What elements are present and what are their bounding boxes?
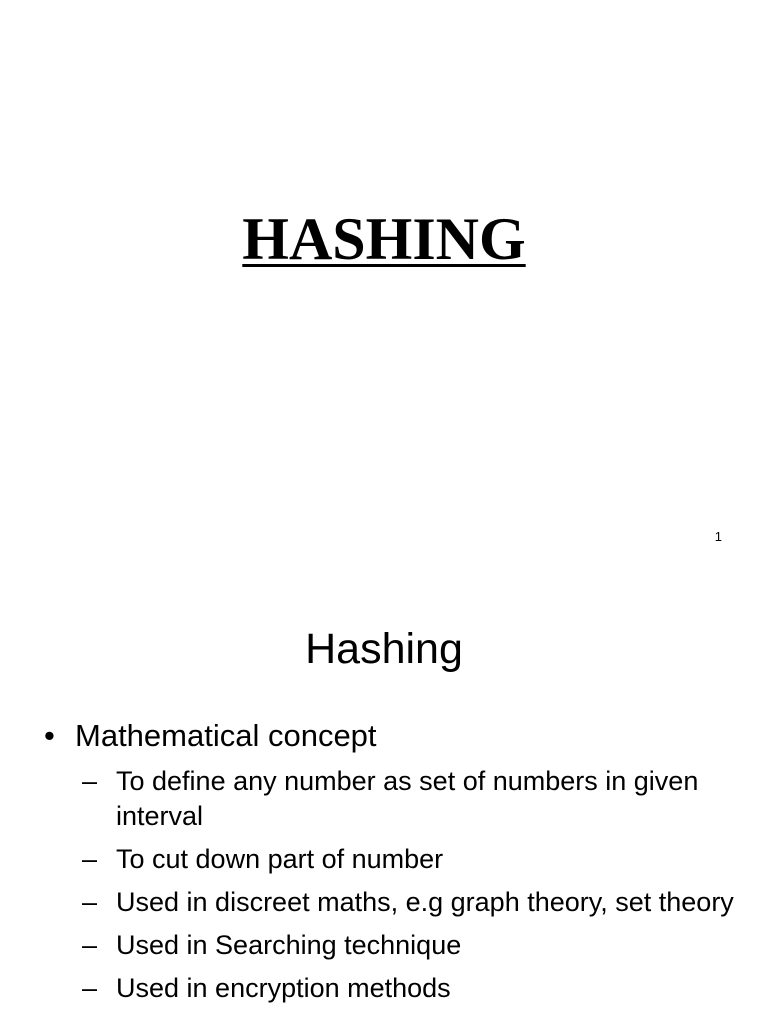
slide-title: HASHING	[242, 206, 526, 272]
sub-item	[82, 885, 734, 920]
sub-item	[82, 842, 734, 877]
dash-icon: –	[82, 844, 98, 874]
sub-list	[75, 764, 734, 1006]
sub-item-text: Used in Searching technique	[116, 930, 462, 960]
sub-item	[82, 928, 734, 963]
bullet-dot-icon: •	[44, 718, 55, 753]
sub-item-text: Used in encryption methods	[116, 973, 451, 1003]
slide-2	[0, 576, 768, 1024]
bullet-list	[44, 716, 734, 1010]
bullet-text: Mathematical concept	[75, 718, 377, 753]
sub-item	[82, 971, 734, 1006]
sub-item-text: To cut down part of number	[116, 844, 444, 874]
dash-icon: –	[82, 930, 98, 960]
sub-item-text: To define any number as set of numbers in given interval	[116, 766, 699, 831]
dash-icon: –	[82, 766, 98, 796]
sub-item	[82, 764, 734, 834]
bullet-item	[44, 716, 734, 1006]
sub-item-text: Used in discreet maths, e.g graph theory, set theory	[116, 887, 734, 917]
slide-heading: Hashing	[305, 625, 463, 673]
dash-icon: –	[82, 973, 98, 1003]
page-number: 1	[714, 529, 722, 544]
dash-icon: –	[82, 887, 98, 917]
